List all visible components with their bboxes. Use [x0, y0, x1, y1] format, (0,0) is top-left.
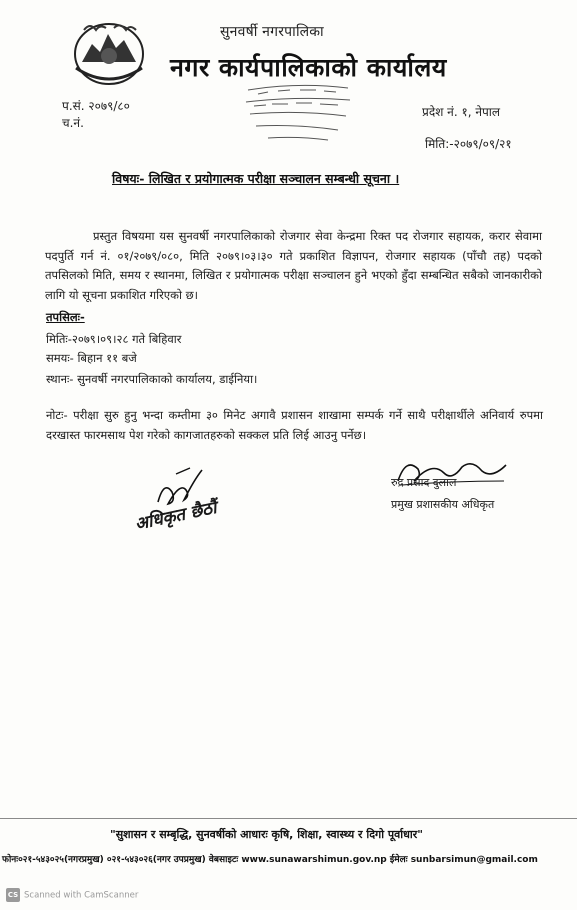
- signer-role: प्रमुख प्रशासकीय अधिकृत: [391, 498, 495, 511]
- dispatch-number: च.नं.: [62, 116, 84, 130]
- signer-name: रुद्र प्रसाद दुलाल: [391, 476, 457, 489]
- footer-divider: [0, 818, 577, 819]
- municipality-name: सुनवर्षी नगरपालिका: [220, 24, 324, 40]
- footer-slogan: "सुशासन र सम्बृद्धि, सुनवर्षीको आधारः कृषि, शिक्षा, स्वास्थ्य र दिगो पूर्वाधार": [110, 828, 423, 841]
- details-heading: तपसिलः-: [46, 310, 85, 324]
- exam-place: स्थानः- सुनवर्षी नगरपालिकाको कार्यालय, डाईनिया।: [46, 372, 258, 386]
- office-stamp-icon: [238, 80, 356, 144]
- issue-date: मिति:-२०७९/०९/२१: [425, 137, 512, 151]
- camscanner-text: Scanned with CamScanner: [24, 890, 139, 901]
- camscanner-watermark: [6, 888, 138, 902]
- notice-subject: विषयः- लिखित र प्रयोगात्मक परीक्षा सञ्चालन सम्बन्धी सूचना ।: [112, 171, 400, 186]
- exam-date: मितिः-२०७९।०९।२८ गते बिहिवार: [46, 332, 182, 346]
- handwritten-annotation: अधिकृत छैठौं: [133, 497, 219, 535]
- notice-body: प्रस्तुत विषयमा यस सुनवर्षी नगरपालिकाको रोजगार सेवा केन्द्रमा रिक्त पद रोजगार सहायक, करार सेवामा पदपुर्ति गर्न नं. ०१/२०७९/०८०, मिति २०७९।०३।३० गते प्रकाशित विज्ञापन, रोजगार सहायक (पाँचौ तह) पदको तपसिलको मिति, समय र स्थानमा, लिखित र प्रयोगात्मक परीक्षा सञ्चालन हुने भएको हुँदा सम्बन्धित सबैको जानकारीको लागि यो सूचना प्रकाशित गरिएको छ।: [45, 229, 542, 302]
- notice-note: नोटः- परीक्षा सुरु हुनु भन्दा कम्तीमा ३० मिनेट अगावै प्रशासन शाखामा सम्पर्क गर्ने साथै परीक्षार्थीले अनिवार्य रुपमा दरखास्त फारमसाथ पेश गरेको कागजातहरुको सक्कल प्रति लिई आउनु पर्नेछ।: [46, 408, 543, 442]
- nepal-emblem-icon: [70, 18, 148, 88]
- office-title: नगर कार्यपालिकाको कार्यालय: [170, 53, 447, 82]
- province-label: प्रदेश नं. १, नेपाल: [422, 105, 501, 119]
- exam-time: समयः- बिहान ११ बजे: [46, 351, 137, 365]
- footer-contact: फोनः०२१-५४३०२५(नगरप्रमुख) ०२१-५४३०२६(नगर उपप्रमुख) वेबसाइटः www.sunawarshimun.gov.np ईमेलः sunbarsimun@gmail.com: [2, 855, 538, 865]
- reference-number: प.सं. २०७९/८०: [62, 99, 130, 113]
- camscanner-icon: CS: [6, 888, 20, 902]
